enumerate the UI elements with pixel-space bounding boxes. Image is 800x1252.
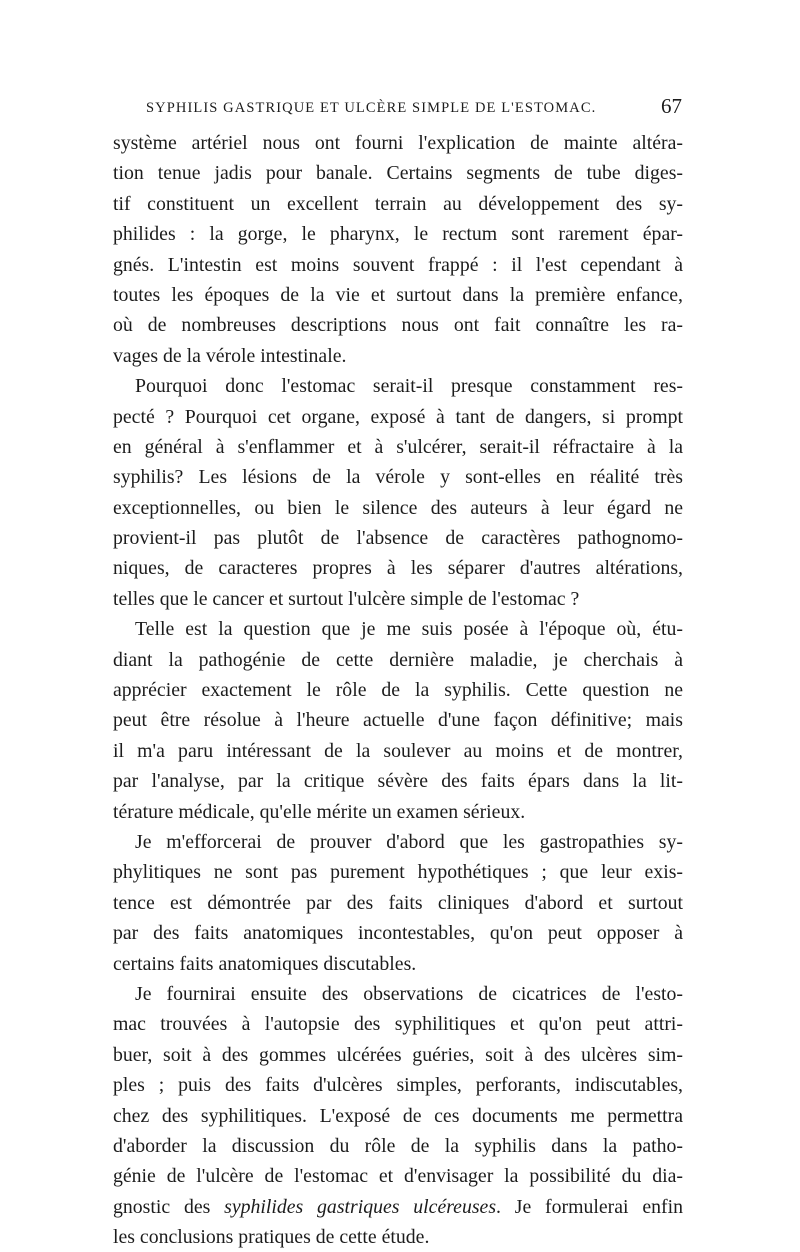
text-line: génie de l'ulcère de l'estomac et d'envisager la possibilité du dia- (113, 1165, 683, 1188)
text-line: par l'analyse, par la critique sévère des faits épars dans la lit- (113, 770, 683, 793)
line-text-after: . Je formulerai enfin (496, 1195, 683, 1218)
text-line: gnés. L'intestin est moins souvent frappé : il l'est cependant à (113, 253, 683, 276)
text-line: pecté ? Pourquoi cet organe, exposé à tant de dangers, si prompt (113, 405, 683, 428)
line-text-before: gnostic des (113, 1195, 225, 1218)
text-line: il m'a paru intéressant de la soulever au moins et de montrer, (113, 739, 683, 762)
paragraph-start-line: Je fournirai ensuite des observations de cicatrices de l'esto- (135, 982, 683, 1005)
text-line: diant la pathogénie de cette dernière maladie, je cherchais à (113, 648, 683, 671)
paragraph-end-line: certains faits anatomiques discutables. (113, 952, 417, 975)
paragraph-end-line: les conclusions pratiques de cette étude. (113, 1226, 430, 1249)
text-line: toutes les époques de la vie et surtout dans la première enfance, (113, 283, 683, 306)
text-line: ples ; puis des faits d'ulcères simples, perforants, indiscutables, (113, 1074, 683, 1097)
paragraph-start-line: Pourquoi donc l'estomac serait-il presque constamment res- (135, 375, 683, 398)
paragraph-start-line: Telle est la question que je me suis posée à l'époque où, étu- (135, 618, 683, 641)
text-line: en général à s'enflammer et à s'ulcérer, serait-il réfractaire à la (113, 435, 683, 458)
text-line: tif constituent un excellent terrain au développement des sy- (113, 192, 683, 215)
running-title: SYPHILIS GASTRIQUE ET ULCÈRE SIMPLE DE L'ESTOMAC. (146, 100, 597, 116)
text-line: niques, de caracteres propres à les séparer d'autres altérations, (113, 557, 683, 580)
text-line: phylitiques ne sont pas purement hypothétiques ; que leur exis- (113, 861, 683, 884)
text-line: où de nombreuses descriptions nous ont fait connaître les ra- (113, 314, 683, 337)
running-head (146, 96, 686, 126)
text-line: peut être résolue à l'heure actuelle d'une façon définitive; mais (113, 709, 683, 732)
text-line: provient-il pas plutôt de l'absence de caractères pathognomo- (113, 527, 683, 550)
paragraph-end-line: telles que le cancer et surtout l'ulcère simple de l'estomac ? (113, 587, 580, 610)
body-text (113, 128, 683, 1252)
text-line: tion tenue jadis pour banale. Certains segments de tube diges- (113, 162, 683, 185)
text-line: buer, soit à des gommes ulcérées guéries, soit à des ulcères sim- (113, 1043, 683, 1066)
text-line: d'aborder la discussion du rôle de la syphilis dans la patho- (113, 1134, 683, 1157)
text-line: chez des syphilitiques. L'exposé de ces documents me permettra (113, 1104, 683, 1127)
italic-phrase: syphilides gastriques ulcéreuses (224, 1195, 497, 1218)
paragraph-start-line: Je m'efforcerai de prouver d'abord que les gastropathies sy- (135, 830, 683, 853)
paragraph-end-line: vages de la vérole intestinale. (113, 344, 347, 367)
text-line: système artériel nous ont fourni l'explication de mainte altéra- (113, 132, 683, 154)
text-line: philides : la gorge, le pharynx, le rectum sont rarement épar- (113, 223, 683, 246)
text-line: syphilis? Les lésions de la vérole y sont-elles en réalité très (113, 466, 683, 489)
page-number: 67 (661, 94, 682, 118)
text-line: mac trouvées à l'autopsie des syphilitiques et qu'on peut attri- (113, 1013, 683, 1036)
text-line: tence est démontrée par des faits cliniques d'abord et surtout (113, 891, 683, 914)
text-line: par des faits anatomiques incontestables, qu'on peut opposer à (113, 922, 683, 945)
text-line: exceptionnelles, ou bien le silence des auteurs à leur égard ne (113, 496, 683, 519)
text-line-with-italic (113, 1192, 683, 1222)
paragraph-end-line: térature médicale, qu'elle mérite un examen sérieux. (113, 800, 526, 823)
text-line: apprécier exactement le rôle de la syphilis. Cette question ne (113, 679, 683, 702)
